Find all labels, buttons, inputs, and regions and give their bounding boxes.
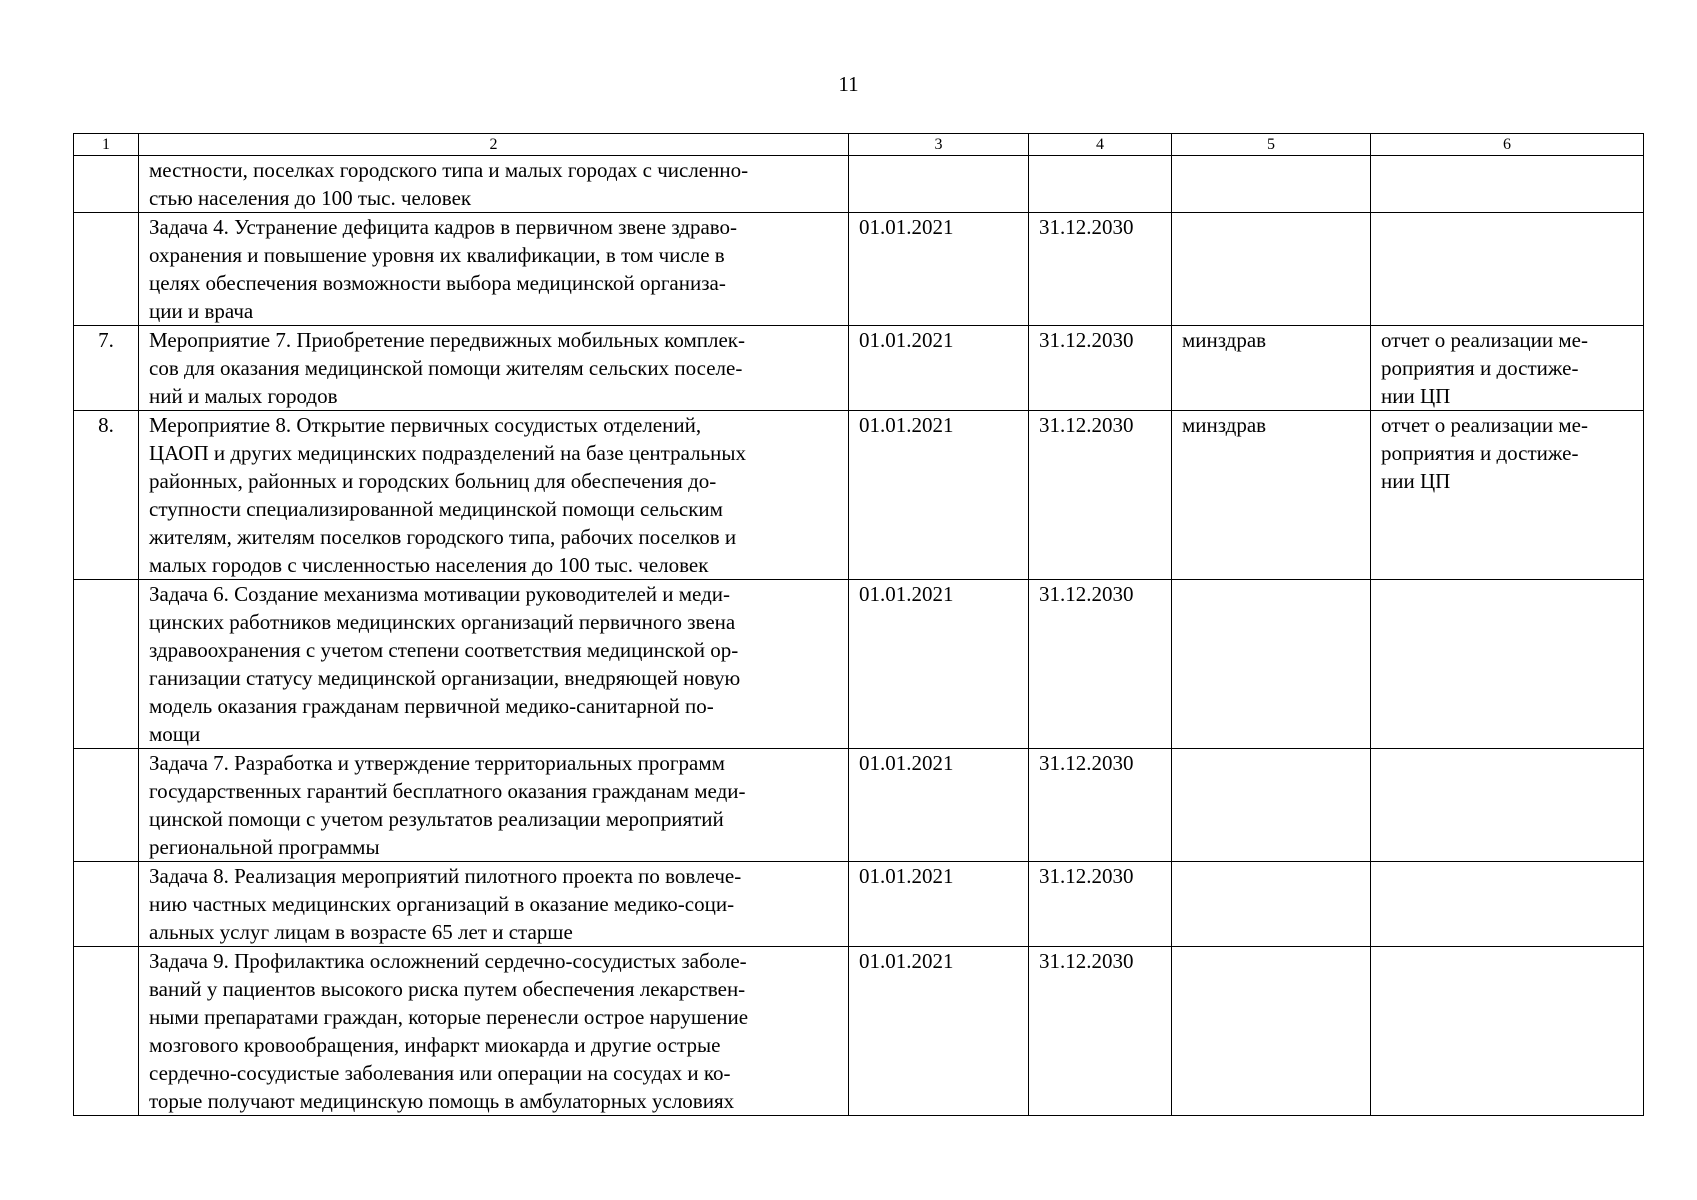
description-line: ний и малых городов (149, 384, 338, 408)
result-line: нии ЦП (1381, 469, 1451, 493)
start-date: 01.01.2021 (849, 213, 1029, 326)
description-line: целях обеспечения возможности выбора медицинской организа- (149, 271, 726, 295)
description-line: охранения и повышение уровня их квалификации, в том числе в (149, 243, 725, 267)
description-line: Мероприятие 8. Открытие первичных сосудистых отделений, (149, 413, 702, 437)
row-number (74, 156, 139, 213)
row-number (74, 862, 139, 947)
column-header: 2 (139, 134, 849, 156)
result (1371, 411, 1644, 580)
column-header: 3 (849, 134, 1029, 156)
description-line: нию частных медицинских организаций в оказание медико-соци- (149, 892, 735, 916)
start-date: 01.01.2021 (849, 947, 1029, 1116)
table-row (74, 947, 1644, 1116)
description-line: торые получают медицинскую помощь в амбулаторных условиях (149, 1089, 735, 1113)
table-row (74, 862, 1644, 947)
row-description (139, 411, 849, 580)
start-date: 01.01.2021 (849, 326, 1029, 411)
description-line: жителям, жителям поселков городского типа, рабочих поселков и (149, 525, 737, 549)
result (1371, 326, 1644, 411)
end-date: 31.12.2030 (1029, 213, 1172, 326)
row-description (139, 326, 849, 411)
row-number (74, 213, 139, 326)
table-row (74, 326, 1644, 411)
table-row (74, 749, 1644, 862)
program-table (73, 133, 1644, 1116)
description-line: местности, поселках городского типа и малых городах с численно- (149, 158, 749, 182)
column-header: 1 (74, 134, 139, 156)
responsible (1172, 156, 1371, 213)
table-row (74, 213, 1644, 326)
result-line: роприятия и достиже- (1381, 441, 1579, 465)
end-date: 31.12.2030 (1029, 862, 1172, 947)
row-description (139, 213, 849, 326)
responsible (1172, 749, 1371, 862)
description-line: Задача 7. Разработка и утверждение территориальных программ (149, 751, 725, 775)
row-description (139, 749, 849, 862)
description-line: сердечно-сосудистые заболевания или операции на сосудах и ко- (149, 1061, 731, 1085)
row-number: 7. (74, 326, 139, 411)
start-date: 01.01.2021 (849, 411, 1029, 580)
description-line: Задача 9. Профилактика осложнений сердечно-сосудистых заболе- (149, 949, 747, 973)
responsible: минздрав (1172, 326, 1371, 411)
responsible (1172, 947, 1371, 1116)
description-line: модель оказания гражданам первичной медико-санитарной по- (149, 694, 714, 718)
column-header: 5 (1172, 134, 1371, 156)
column-header: 4 (1029, 134, 1172, 156)
result-line: нии ЦП (1381, 384, 1451, 408)
description-line: Задача 6. Создание механизма мотивации руководителей и меди- (149, 582, 731, 606)
description-line: стью населения до 100 тыс. человек (149, 186, 472, 210)
description-line: мозгового кровообращения, инфаркт миокарда и другие острые (149, 1033, 721, 1057)
description-line: государственных гарантий бесплатного оказания гражданам меди- (149, 779, 746, 803)
row-number (74, 947, 139, 1116)
description-line: ными препаратами граждан, которые перенесли острое нарушение (149, 1005, 749, 1029)
row-description (139, 156, 849, 213)
row-number (74, 749, 139, 862)
description-line: малых городов с численностью населения до 100 тыс. человек (149, 553, 709, 577)
description-line: альных услуг лицам в возрасте 65 лет и старше (149, 920, 573, 944)
result (1371, 213, 1644, 326)
description-line: районных, районных и городских больниц для обеспечения до- (149, 469, 717, 493)
table-body (74, 156, 1644, 1116)
description-line: цинской помощи с учетом результатов реализации мероприятий (149, 807, 724, 831)
row-number: 8. (74, 411, 139, 580)
responsible (1172, 213, 1371, 326)
responsible: минздрав (1172, 411, 1371, 580)
end-date: 31.12.2030 (1029, 947, 1172, 1116)
end-date: 31.12.2030 (1029, 749, 1172, 862)
description-line: ЦАОП и других медицинских подразделений на базе центральных (149, 441, 746, 465)
description-line: Мероприятие 7. Приобретение передвижных мобильных комплек- (149, 328, 745, 352)
description-line: региональной программы (149, 835, 380, 859)
result (1371, 862, 1644, 947)
end-date (1029, 156, 1172, 213)
description-line: Задача 8. Реализация мероприятий пилотного проекта по вовлече- (149, 864, 742, 888)
responsible (1172, 862, 1371, 947)
start-date: 01.01.2021 (849, 580, 1029, 749)
result (1371, 749, 1644, 862)
result (1371, 580, 1644, 749)
row-description (139, 862, 849, 947)
description-line: цинских работников медицинских организаций первичного звена (149, 610, 736, 634)
table-row (74, 580, 1644, 749)
start-date: 01.01.2021 (849, 749, 1029, 862)
result-line: отчет о реализации ме- (1381, 413, 1588, 437)
description-line: сов для оказания медицинской помощи жителям сельских поселе- (149, 356, 743, 380)
responsible (1172, 580, 1371, 749)
description-line: мощи (149, 722, 201, 746)
start-date: 01.01.2021 (849, 862, 1029, 947)
start-date (849, 156, 1029, 213)
column-header: 6 (1371, 134, 1644, 156)
row-description (139, 947, 849, 1116)
end-date: 31.12.2030 (1029, 411, 1172, 580)
description-line: ции и врача (149, 299, 254, 323)
result-line: отчет о реализации ме- (1381, 328, 1588, 352)
result (1371, 156, 1644, 213)
table-header-row (74, 134, 1644, 156)
table-row (74, 411, 1644, 580)
row-number (74, 580, 139, 749)
row-description (139, 580, 849, 749)
description-line: ваний у пациентов высокого риска путем обеспечения лекарствен- (149, 977, 746, 1001)
result (1371, 947, 1644, 1116)
end-date: 31.12.2030 (1029, 326, 1172, 411)
description-line: Задача 4. Устранение дефицита кадров в первичном звене здраво- (149, 215, 738, 239)
result-line: роприятия и достиже- (1381, 356, 1579, 380)
page-number: 11 (838, 72, 859, 96)
description-line: ступности специализированной медицинской помощи сельским (149, 497, 723, 521)
description-line: здравоохранения с учетом степени соответствия медицинской ор- (149, 638, 739, 662)
table-row (74, 156, 1644, 213)
description-line: ганизации статусу медицинской организации, внедряющей новую (149, 666, 741, 690)
end-date: 31.12.2030 (1029, 580, 1172, 749)
